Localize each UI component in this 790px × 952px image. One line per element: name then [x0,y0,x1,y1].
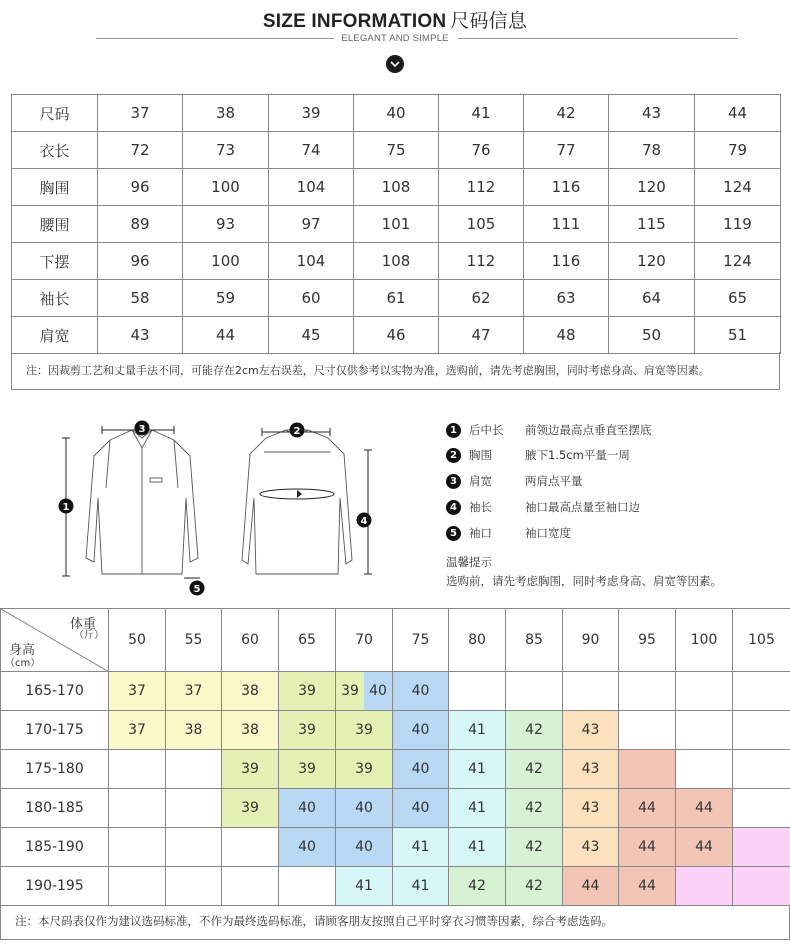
height-row [1,711,790,750]
recommend-cell [676,672,733,711]
recommend-cell [563,672,619,711]
height-row [1,789,790,828]
size-cell: 41 [439,95,524,132]
size-cell: 63 [524,280,609,317]
size-cell: 78 [609,132,695,169]
size-row [12,206,781,243]
corner-cell [1,609,109,672]
size-cell: 45 [269,317,354,354]
height-cell: 180-185 [1,789,109,828]
weight-header-cell: 55 [166,609,222,672]
recommend-cell: 40 [393,711,449,750]
weight-header-cell: 50 [109,609,166,672]
recommend-cell: 43 [563,828,619,867]
recommend-cell: 42 [506,867,563,906]
recommend-cell [619,750,676,789]
size-cell: 93 [183,206,269,243]
legend-desc: 两肩点平量 [525,474,583,488]
legend-desc: 袖口宽度 [525,526,571,540]
recommend-cell: 39 [222,750,279,789]
size-row-label: 衣长 [12,132,98,169]
legend-name: 肩宽 [469,474,492,488]
size-cell: 37 [98,95,183,132]
recommend-cell: 40 [393,750,449,789]
size-row-label: 袖长 [12,280,98,317]
height-row [1,867,790,906]
size-cell: 124 [695,169,781,206]
size-cell: 74 [269,132,354,169]
weight-header-cell: 85 [506,609,563,672]
recommend-cell [109,789,166,828]
size-cell: 124 [695,243,781,280]
legend-desc: 袖口最高点量至袖口边 [525,500,640,514]
size-cell: 79 [695,132,781,169]
size-cell: 108 [354,243,439,280]
recommend-cell: 39 [279,672,336,711]
size-cell: 58 [98,280,183,317]
recommend-cell [336,672,393,711]
recommend-cell [733,867,790,906]
size-cell: 115 [609,206,695,243]
legend-item [446,447,630,463]
recommend-cell: 44 [619,828,676,867]
weight-header-cell: 60 [222,609,279,672]
recommend-cell: 37 [109,672,166,711]
recommend-cell: 41 [449,828,506,867]
size-row-label: 腰围 [12,206,98,243]
split-cell [336,672,392,710]
recommend-cell: 38 [222,711,279,750]
size-cell: 47 [439,317,524,354]
size-cell: 65 [695,280,781,317]
recommend-cell [109,750,166,789]
size-cell: 43 [609,95,695,132]
size-cell: 48 [524,317,609,354]
split-cell-part: 40 [364,672,392,710]
page-title [0,6,790,33]
split-cell-part: 39 [336,672,364,710]
recommend-cell: 40 [336,828,393,867]
recommend-cell [733,711,790,750]
recommend-cell: 41 [393,828,449,867]
legend-number: 2 [446,448,461,463]
recommend-cell [506,672,563,711]
recommend-cell: 42 [506,789,563,828]
size-cell: 116 [524,243,609,280]
size-row [12,95,781,132]
recommend-cell [676,711,733,750]
size-cell: 59 [183,280,269,317]
weight-header-cell: 95 [619,609,676,672]
height-unit: （cm） [5,658,41,669]
measurement-diagram [0,408,790,598]
size-cell: 43 [98,317,183,354]
legend-name: 袖口 [469,526,492,540]
size-row-label: 尺码 [12,95,98,132]
height-cell: 165-170 [1,672,109,711]
recommend-cell [166,789,222,828]
recommend-cell [166,750,222,789]
height-cell: 185-190 [1,828,109,867]
recommend-cell: 42 [506,750,563,789]
recommend-cell: 44 [619,789,676,828]
size-cell: 72 [98,132,183,169]
recommend-cell: 42 [506,711,563,750]
recommend-cell: 39 [279,711,336,750]
size-cell: 40 [354,95,439,132]
recommend-cell [733,672,790,711]
size-cell: 60 [269,280,354,317]
marker-3: 3 [138,424,146,435]
size-row-label: 下摆 [12,243,98,280]
size-row [12,243,781,280]
recommend-cell: 40 [393,789,449,828]
title-cn: 尺码信息 [450,11,528,32]
size-note: 注：因裁剪工艺和丈量手法不同，可能存在2cm左右误差，尺寸仅供参考以实物为准，选购前，请先考虑胸围，同时考虑身高、肩宽等因素。 [11,352,780,390]
size-cell: 101 [354,206,439,243]
size-cell: 97 [269,206,354,243]
recommend-table [0,608,790,906]
legend-item [446,473,583,489]
size-cell: 44 [183,317,269,354]
size-cell: 108 [354,169,439,206]
recommend-cell: 39 [336,750,393,789]
size-row [12,280,781,317]
size-cell: 112 [439,169,524,206]
recommend-cell [733,789,790,828]
size-cell: 42 [524,95,609,132]
size-cell: 39 [269,95,354,132]
recommend-cell: 44 [619,867,676,906]
legend-number: 1 [446,423,461,438]
recommend-cell [222,828,279,867]
weight-header-row [1,609,790,672]
recommend-cell: 37 [109,711,166,750]
tip-title: 温馨提示 [446,555,492,569]
size-cell: 64 [609,280,695,317]
size-cell: 100 [183,169,269,206]
recommend-cell [733,750,790,789]
weight-header-cell: 75 [393,609,449,672]
recommend-cell [676,867,733,906]
recommend-cell: 41 [393,867,449,906]
weight-header-cell: 70 [336,609,393,672]
size-cell: 120 [609,243,695,280]
size-row [12,169,781,206]
recommend-cell [166,867,222,906]
recommend-cell [166,828,222,867]
marker-2: 2 [293,426,301,437]
recommend-cell: 40 [336,789,393,828]
legend-number: 3 [446,474,461,489]
height-row [1,750,790,789]
legend-name: 后中长 [469,423,504,437]
weight-header-cell: 105 [733,609,790,672]
recommend-cell: 44 [676,828,733,867]
shirt-illustration [50,408,470,598]
size-cell: 51 [695,317,781,354]
recommend-cell: 40 [279,789,336,828]
legend-name: 袖长 [469,500,492,514]
height-label: 身高 [9,643,36,658]
size-cell: 111 [524,206,609,243]
recommend-cell: 44 [676,789,733,828]
recommend-cell: 39 [336,711,393,750]
legend-item [446,499,640,515]
recommend-cell: 42 [506,828,563,867]
height-row [1,672,790,711]
weight-unit: （斤） [74,630,104,641]
size-cell: 61 [354,280,439,317]
height-cell: 175-180 [1,750,109,789]
subtitle: ELEGANT AND SIMPLE [341,33,449,44]
recommend-cell: 39 [222,789,279,828]
header [0,0,790,80]
height-row [1,828,790,867]
recommend-cell [109,867,166,906]
size-cell: 46 [354,317,439,354]
recommend-cell: 38 [166,711,222,750]
legend-name: 胸围 [469,448,492,462]
legend-desc: 前领边最高点垂直至摆底 [525,423,652,437]
weight-header-cell: 100 [676,609,733,672]
size-cell: 119 [695,206,781,243]
recommend-cell: 41 [336,867,393,906]
size-cell: 77 [524,132,609,169]
weight-header-cell: 90 [563,609,619,672]
recommend-cell: 39 [279,750,336,789]
recommend-cell: 37 [166,672,222,711]
recommend-cell: 43 [563,750,619,789]
size-cell: 38 [183,95,269,132]
marker-4: 4 [360,516,368,527]
tip-text: 选购前，请先考虑胸围，同时考虑身高、肩宽等因素。 [446,574,722,588]
size-cell: 89 [98,206,183,243]
recommend-cell [222,867,279,906]
size-row-label: 肩宽 [12,317,98,354]
weight-label: 体重 [69,617,96,632]
size-cell: 112 [439,243,524,280]
size-cell: 76 [439,132,524,169]
marker-1: 1 [62,502,70,513]
title-en: SIZE INFORMATION [262,11,447,32]
weight-header-cell: 65 [279,609,336,672]
recommend-cell [619,711,676,750]
size-cell: 100 [183,243,269,280]
recommend-cell [619,672,676,711]
recommend-cell [109,828,166,867]
recommend-cell [733,828,790,867]
size-cell: 105 [439,206,524,243]
size-cell: 44 [695,95,781,132]
size-row-label: 胸围 [12,169,98,206]
recommend-cell: 41 [449,789,506,828]
recommend-cell [279,867,336,906]
size-cell: 96 [98,169,183,206]
size-row [12,317,781,354]
legend-number: 5 [446,526,461,541]
size-row [12,132,781,169]
recommend-cell: 38 [222,672,279,711]
recommend-cell: 40 [279,828,336,867]
recommend-cell: 40 [393,672,449,711]
weight-header-cell: 80 [449,609,506,672]
chevron-down-icon [386,55,404,73]
size-cell: 73 [183,132,269,169]
recommend-cell: 44 [563,867,619,906]
recommend-cell: 43 [563,711,619,750]
size-cell: 104 [269,169,354,206]
recommend-note: 注：本尺码表仅作为建议选码标准，不作为最终选码标准，请顾客朋友按照自己平时穿衣习惯等因素，综合考虑选码。 [0,905,790,940]
size-cell: 120 [609,169,695,206]
size-cell: 96 [98,243,183,280]
size-table [11,94,781,354]
marker-5: 5 [193,584,201,595]
size-cell: 50 [609,317,695,354]
recommend-cell: 42 [449,867,506,906]
recommend-cell [676,750,733,789]
size-cell: 104 [269,243,354,280]
legend-desc: 腋下1.5cm平量一周 [525,448,630,462]
size-cell: 75 [354,132,439,169]
size-cell: 62 [439,280,524,317]
legend-item [446,422,652,438]
recommend-cell [449,672,506,711]
recommend-cell: 41 [449,750,506,789]
legend-item [446,525,571,541]
height-cell: 170-175 [1,711,109,750]
height-cell: 190-195 [1,867,109,906]
recommend-cell: 41 [449,711,506,750]
recommend-cell: 43 [563,789,619,828]
legend-number: 4 [446,500,461,515]
size-cell: 116 [524,169,609,206]
